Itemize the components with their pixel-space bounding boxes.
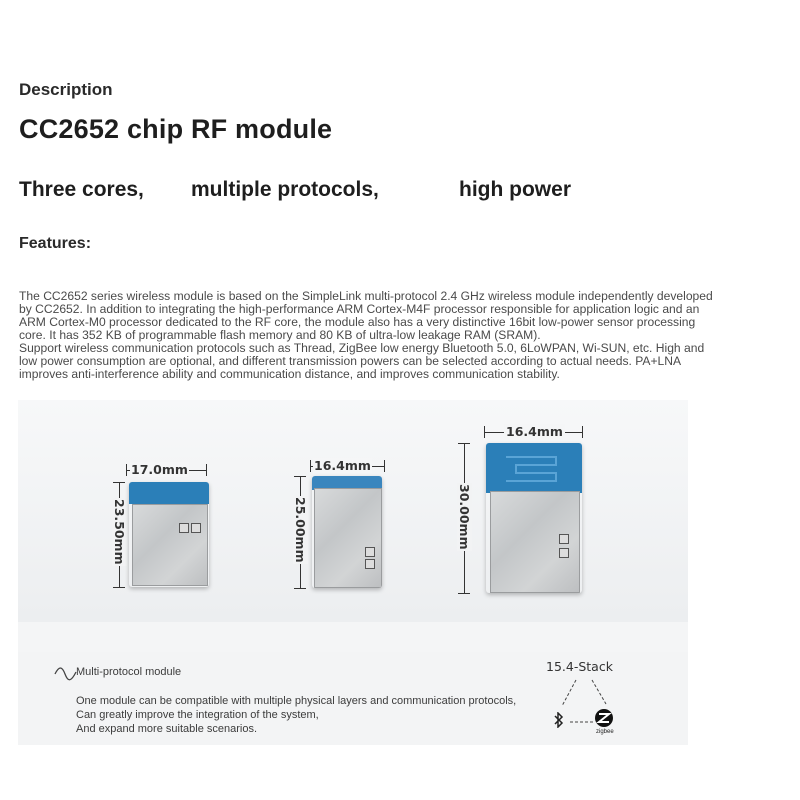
module-1-shield bbox=[132, 504, 208, 586]
body-line-3: ARM Cortex-M0 processor dedicated to the RF core, the module also has a very distinctive 16bit low-power sensor processing bbox=[19, 315, 696, 329]
body-line-2: by CC2652. In addition to integrating the high-performance ARM Cortex-M4F processor responsible for application logic and an bbox=[19, 302, 700, 316]
module-2-height-label: 25.00mm bbox=[293, 497, 308, 563]
features-label: Features: bbox=[19, 235, 92, 252]
module-3-shield bbox=[490, 491, 580, 593]
module-3-width-label: 16.4mm bbox=[506, 424, 563, 439]
body-line-5: Support wireless communication protocols such as Thread, ZigBee low energy Bluetooth 5.0, 6LoWPAN, Wi-SUN, etc. High and bbox=[19, 341, 705, 355]
multi-protocol-title: Multi-protocol module bbox=[76, 666, 182, 678]
product-photo bbox=[18, 400, 688, 745]
page-title: CC2652 chip RF module bbox=[19, 114, 333, 144]
wave-icon bbox=[54, 664, 78, 682]
body-line-1: The CC2652 series wireless module is based on the SimpleLink multi-protocol 2.4 GHz wireless module independently developed bbox=[19, 289, 713, 303]
module-1-height-label: 23.50mm bbox=[112, 499, 127, 565]
zigbee-icon bbox=[594, 708, 614, 728]
module-1 bbox=[129, 482, 209, 587]
module-3 bbox=[486, 443, 582, 593]
zigbee-label: zigbee bbox=[596, 729, 614, 735]
section-label: Description bbox=[19, 80, 113, 99]
tagline-3: high power bbox=[459, 178, 571, 201]
module-2 bbox=[312, 476, 382, 588]
module-2-shield bbox=[314, 488, 382, 588]
tagline-2: multiple protocols, bbox=[191, 178, 379, 201]
stack-label: 15.4-Stack bbox=[546, 659, 613, 674]
body-line-7: improves anti-interference ability and communication distance, and improves communication stability. bbox=[19, 367, 560, 381]
multi-protocol-line-1: One module can be compatible with multiple physical layers and communication protocols, bbox=[76, 695, 517, 707]
multi-protocol-line-3: And expand more suitable scenarios. bbox=[76, 723, 257, 735]
bluetooth-icon bbox=[552, 712, 566, 728]
module-3-antenna bbox=[486, 443, 582, 493]
antenna-trace-icon bbox=[486, 443, 582, 493]
module-2-width-label: 16.4mm bbox=[314, 458, 371, 473]
multi-protocol-line-2: Can greatly improve the integration of the system, bbox=[76, 709, 319, 721]
module-1-antenna bbox=[129, 482, 209, 504]
module-1-width-label: 17.0mm bbox=[131, 462, 188, 477]
body-line-6: low power consumption are optional, and different transmission powers can be selected according to actual needs. PA+LNA bbox=[19, 354, 682, 368]
body-line-4: core. It has 352 KB of programmable flash memory and 80 KB of ultra-low leakage RAM (SRAM). bbox=[19, 328, 541, 342]
tagline-1: Three cores, bbox=[19, 178, 144, 201]
module-3-height-label: 30.00mm bbox=[457, 484, 472, 550]
